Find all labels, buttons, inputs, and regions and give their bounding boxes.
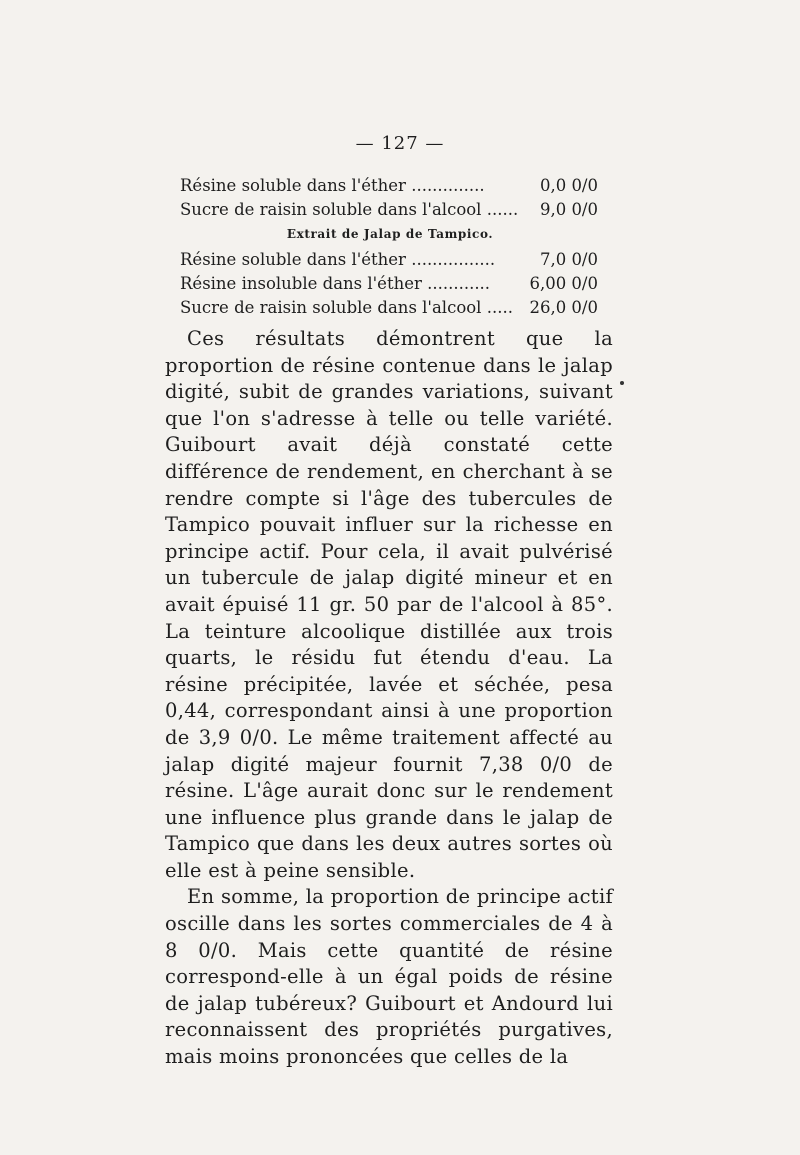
section-heading: Extrait de Jalap de Tampico.: [286, 227, 494, 241]
table-row: [180, 198, 610, 222]
row-label: Résine insoluble dans l'éther ............: [180, 274, 491, 293]
row-value: 7,0 0/0: [539, 250, 598, 269]
paragraph: En somme, la proportion de principe actif oscille dans les sortes commerciales de 4 à 8 0/0. Mais cette quantité de résine correspond-elle à un égal poids de résine de jalap tubéreux? Guibourt et Andourd lui reconnaissent des propriétés purgatives, mais moins prononcées que celles de la: [165, 885, 613, 1069]
table-row: [180, 296, 610, 320]
table-row: [180, 174, 610, 198]
table-row: [180, 248, 610, 272]
table-row: [180, 272, 610, 296]
row-label: Résine soluble dans l'éther ..............: [180, 176, 485, 195]
row-value: 0,0 0/0: [539, 176, 598, 195]
row-value: 26,0 0/0: [529, 298, 598, 317]
row-label: Résine soluble dans l'éther ................: [180, 250, 496, 269]
row-label: Sucre de raisin soluble dans l'alcool ......: [180, 200, 519, 219]
row-label: Sucre de raisin soluble dans l'alcool .....: [180, 298, 513, 317]
composition-table-1: [180, 174, 610, 222]
body-text: [165, 326, 613, 1071]
row-value: 6,00 0/0: [529, 274, 598, 293]
ink-speck-decoration: [620, 381, 624, 385]
page-number: — 127 —: [355, 133, 445, 154]
paragraph: Ces résultats démontrent que la proportion de résine contenue dans le jalap digité, subit de grandes variations, suivant que l'on s'adresse à telle ou telle variété. Guibourt avait déjà constaté cette différence de rendement, en cherchant à se rendre compte si l'âge des tubercules de Tampico pouvait influer sur la richesse en principe actif. Pour cela, il avait pulvérisé un tubercule de jalap digité mineur et en avait épuisé 11 gr. 50 par de l'alcool à 85°. La teinture alcoolique distillée aux trois quarts, le résidu fut étendu d'eau. La résine précipitée, lavée et séchée, pesa 0,44, correspondant ainsi à une proportion de 3,9 0/0. Le même traitement affecté au jalap digité majeur fournit 7,38 0/0 de résine. L'âge aurait donc sur le rendement une influence plus grande dans le jalap de Tampico que dans les deux autres sortes où elle est à peine sensible.: [165, 327, 613, 882]
composition-table-2: [180, 248, 610, 320]
row-value: 9,0 0/0: [539, 200, 598, 219]
